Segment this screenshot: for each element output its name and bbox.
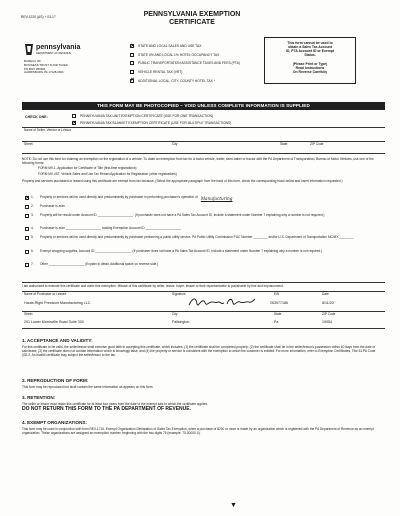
photocopy-banner: THIS FORM MAY BE PHOTOCOPIED – VOID UNLESS COMPLETE INFORMATION IS SUPPLIED [22, 102, 385, 110]
logo-department: DEPARTMENT OF REVENUE [36, 52, 72, 55]
tax-option[interactable] [130, 51, 265, 60]
tax-option[interactable] [130, 76, 265, 85]
instructions-box [264, 37, 356, 84]
purchaser-street[interactable]: 201 Lower Morrisville Road Suite 300 [24, 320, 84, 324]
checkbox-checked[interactable] [72, 121, 76, 125]
instructions-line: This form cannot be used to [287, 41, 333, 45]
item-text: Property or services will be used directly and predominantly by purchaser in performing purchaser's operation of [40, 195, 198, 199]
instructions-line: ID, PTA Account ID or Exempt [286, 49, 334, 54]
item-number: 1. [31, 195, 34, 199]
declaration: I am authorized to execute this certificate and claim this exemption. Misuse of this certificate by seller, lessor, buyer, lessee or their representative is punishable by fine and imprisonment. [22, 282, 385, 288]
unit-certificate-option[interactable] [72, 114, 213, 118]
section-retention [22, 395, 385, 413]
purchaser-state[interactable]: Pa [274, 320, 279, 324]
purchaser-city[interactable]: Fallsington [172, 320, 190, 324]
section-body: This form may be used in conjunction with form REV-1715, Exempt Organization Declaration of Sales Tax Exemption, when a purchase of $200 or more is made by an organization which is registered with the PA Department of Revenue as an exempt organization. These organizations are assigned an exemption number, beginning with the two digits 75 (example: 75-00000-0). [22, 426, 374, 436]
purchaser-street-caption: Street [24, 312, 33, 316]
checkbox[interactable] [25, 263, 29, 267]
tax-option[interactable] [130, 68, 265, 77]
instructions-line: obtain a Sales Tax Account [288, 45, 332, 50]
purchaser-row-2 [22, 311, 385, 329]
checkbox[interactable] [25, 250, 29, 254]
section-exempt-organizations [22, 420, 385, 435]
date-value[interactable]: 8/11/20 [322, 301, 334, 305]
tax-option-label: STATE 6% AND LOCAL 1% HOTEL OCCUPANCY TAX [138, 52, 220, 57]
print-note: (Please Print or Type) [292, 62, 328, 67]
seller-state-caption: State [280, 142, 288, 146]
tax-option-label: VEHICLE RENTAL TAX (VRT) [138, 70, 183, 75]
item-number: 2. [31, 204, 34, 208]
checkbox[interactable] [130, 53, 134, 57]
seller-name-field[interactable] [22, 127, 385, 141]
note-form-1: FORM MV-1, Application for Certificate of Title (first-time registrations) [38, 166, 137, 171]
section-title: 4. EXEMPT ORGANIZATIONS: [22, 420, 87, 425]
seller-zip-caption: ZIP Code [310, 142, 324, 146]
item-fill[interactable]: Manufacturing [200, 196, 233, 201]
seller-street-caption: Street [24, 142, 33, 146]
seller-name-caption: Name of Seller, Vendor or Lessor [24, 128, 71, 132]
seller-address-row [22, 141, 385, 154]
checkbox[interactable] [72, 114, 76, 118]
bureau-line: PO BOX 280901 [24, 66, 46, 71]
tax-option-label: PUBLIC TRANSPORTATION ASSISTANCE TAXES AND FEES (PTA) [138, 61, 240, 66]
checkbox-checked[interactable] [25, 196, 29, 200]
section-title: 1. ACCEPTANCE AND VALIDITY: [22, 338, 93, 343]
exemption-item-5[interactable] [25, 236, 380, 240]
section-acceptance [22, 338, 385, 357]
item-number: 6. [31, 249, 34, 253]
item-number: 4. [31, 226, 34, 230]
form-number: REV-1220 (AS) + 03-17 [21, 15, 56, 19]
signature-image [187, 295, 257, 309]
exemption-item-1[interactable] [25, 196, 385, 201]
checkbox[interactable] [25, 205, 29, 209]
section-body: This form may be reproduced but shall contain the same information as appears on this form. [22, 384, 154, 389]
item-text: Purchaser is a/an ____________________ holding Exemption Account ID ____________________ [40, 226, 181, 230]
ein-caption: EIN [274, 292, 280, 296]
exemption-item-3[interactable] [25, 214, 380, 218]
purchaser-zip[interactable]: 19054 [322, 320, 332, 324]
check-one-label: CHECK ONE: [25, 115, 48, 119]
title-line-1: PENNSYLVANIA EXEMPTION [143, 11, 241, 18]
purchaser-state-caption: State [274, 312, 282, 316]
section-body: The seller or lessor must retain this certificate for at least four years from the date of the exempt sale to which the certificate applies. [22, 401, 208, 406]
checkbox[interactable] [25, 214, 29, 218]
purchaser-name-caption: Name of Purchaser or Lessee [24, 292, 67, 296]
tax-option[interactable] [130, 59, 265, 68]
checkbox[interactable] [130, 70, 134, 74]
exemption-item-4[interactable] [25, 227, 385, 231]
exemption-item-2[interactable] [25, 205, 385, 209]
instructions-line: Status. [304, 53, 316, 58]
section-title: 3. RETENTION: [22, 395, 56, 400]
blanket-certificate-option[interactable] [72, 121, 231, 125]
keystone-icon [24, 43, 34, 56]
seller-city-caption: City [172, 142, 178, 146]
bureau-line: BUREAU OF [24, 59, 41, 63]
bureau-address [24, 60, 94, 75]
tax-option-label: STATE AND LOCAL SALES AND USE TAX [138, 44, 202, 49]
item-number: 3. [31, 213, 34, 217]
form-title [132, 11, 252, 26]
note-instruction: Property and services purchased or leased using this certificate are exempt from tax because: (Select the appropriate paragraph from the back of this form, check the corresponding block below and insert information requested.) [22, 178, 343, 183]
read-note: Read Instructions [295, 66, 325, 71]
bureau-line: BUSINESS TRUST FUND TAXES [24, 62, 68, 67]
bureau-line: HARRISBURG PA 17128-0901 [24, 70, 64, 75]
purchaser-city-caption: City [172, 312, 178, 316]
item-text: Property or services will be used directly and predominantly by purchaser performing a public utility service. PA Public Utility Commission PUC Number ________ and/or U.S. Department of Transportation MC/MX ________ [40, 235, 354, 239]
tax-type-list [130, 42, 265, 85]
checkbox-checked[interactable] [130, 79, 134, 83]
page-marker-icon: ▼ [230, 502, 237, 509]
signature-caption: Signature [172, 292, 186, 296]
purchaser-zip-caption: ZIP Code [322, 312, 336, 316]
item-text: Property will be resold under Account ID ____________________. (If purchaser does not have a PA Sales Tax Account ID, include a statement under Number 7 explaining why a number is not required.) [40, 213, 325, 217]
title-line-2: CERTIFICATE [169, 18, 215, 26]
option-label: PENNSYLVANIA TAX UNIT EXEMPTION CERTIFICATE (USE FOR ONE TRANSACTION) [80, 114, 214, 118]
purchaser-name[interactable]: Haute-Right Precision Manufacturing LLC [24, 301, 91, 305]
tax-option-label: ADDITIONAL LOCAL, CITY, COUNTY HOTEL TAX * [138, 78, 216, 83]
item-number: 7. [31, 262, 34, 266]
item-number: 5. [31, 235, 34, 239]
logo-name: pennsylvania [36, 44, 81, 51]
section-reproduction [22, 378, 385, 389]
purchaser-row-1 [22, 291, 385, 311]
note-form-2: FORM MV-4ST, Vehicle Sales and Use Tax Return/Application for Registration (other registrations) [38, 172, 177, 177]
section-warning: DO NOT RETURN THIS FORM TO THE PA DEPARTMENT OF REVENUE. [22, 406, 191, 413]
checkbox[interactable] [130, 61, 134, 65]
note-paragraph [22, 157, 385, 183]
item-text: Purchaser is a/an [40, 204, 65, 208]
read-note: On Reverse Carefully [292, 70, 328, 75]
section-title: 2. REPRODUCTION OF FORM: [22, 378, 89, 383]
tax-option[interactable] [130, 42, 265, 51]
date-caption: Date [322, 292, 329, 296]
checkbox[interactable] [25, 236, 29, 240]
item-text: Other ____________________ (Explain in detail. Additional space on reverse side.) [40, 262, 159, 266]
item-text: Exempt wrapping supplies, Account ID ____________________. (If purchaser does not have a PA Sales Tax Account ID, include a statement under Number 7 explaining why a number is not required.) [40, 249, 323, 253]
ein-value[interactable]: 263977186 [270, 301, 288, 305]
option-label: PENNSYLVANIA TAX BLANKET EXEMPTION CERTIFICATE (USE FOR MULTIPLE TRANSACTIONS) [80, 121, 232, 125]
note-text: NOTE: Do not use this form for claiming an exemption on the registration of a vehicle. To claim an exemption from tax for a motor vehicle, trailer, semi-trailer or tractor with the PA Department of Transportation, Bureau of Motor Vehicles, use one of the following forms: [22, 157, 374, 166]
checkbox[interactable] [25, 227, 29, 231]
checkbox-checked[interactable] [130, 44, 134, 48]
exemption-item-7[interactable] [25, 263, 380, 267]
section-body: For this certificate to be valid, the seller/lessor shall exercise good faith in accepting this certificate, which includes: (1) the certificate shall be completed properly; (2) the certificate shall be in the seller/lessor's possession within 60 days from the date of sale/lease; (3) the certificate does not contain information which is knowingly false; and (4) the property or service is consistent with the exemption to which the customer is entitled. For more information, refer to Exemption Certificates, Title 61 PA Code §32.2. An invalid certificate may subject the seller/lessor to the tax. [22, 344, 376, 358]
exemption-item-6[interactable] [25, 250, 380, 254]
